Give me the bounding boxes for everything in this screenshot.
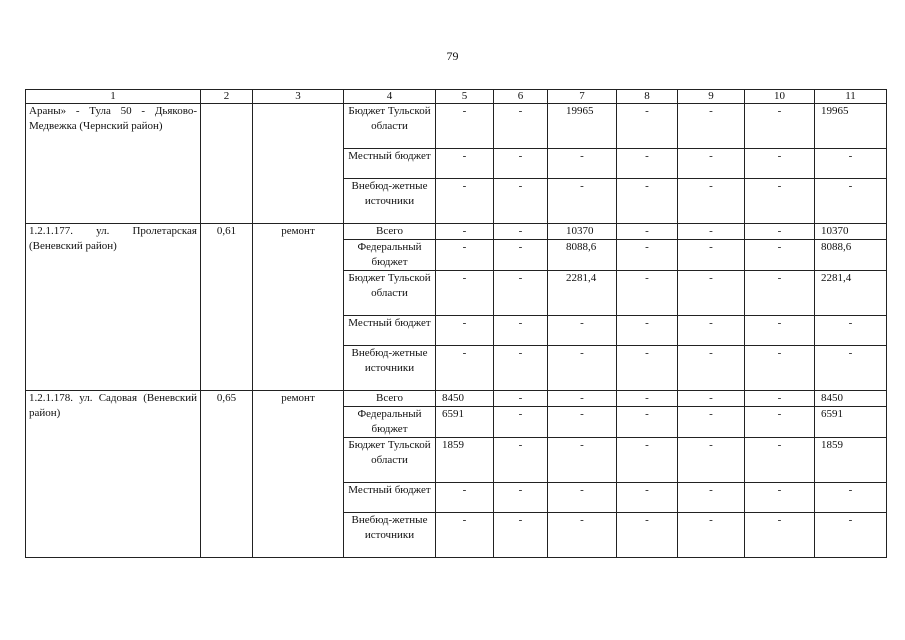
value-cell: 2281,4 xyxy=(548,271,617,316)
value-cell: 8450 xyxy=(436,391,494,407)
funding-source-cell: Внебюд-жетные источники xyxy=(344,513,436,558)
column-number: 10 xyxy=(745,90,815,104)
funding-source-cell: Бюджет Тульской области xyxy=(344,438,436,483)
value-cell: - xyxy=(436,179,494,224)
column-number: 6 xyxy=(494,90,548,104)
value-cell: - xyxy=(617,407,678,438)
value-cell: - xyxy=(494,179,548,224)
value-cell: - xyxy=(494,346,548,391)
value-cell: - xyxy=(436,104,494,149)
value-cell: - xyxy=(745,149,815,179)
value-cell: - xyxy=(436,224,494,240)
value-cell: - xyxy=(494,513,548,558)
object-name-cell: 1.2.1.177. ул. Пролетарская (Веневский район) xyxy=(26,224,201,391)
value-cell: - xyxy=(745,346,815,391)
value-cell: 19965 xyxy=(548,104,617,149)
value-cell: - xyxy=(617,104,678,149)
value-cell: 6591 xyxy=(815,407,887,438)
value-cell: - xyxy=(436,346,494,391)
value-cell: - xyxy=(815,513,887,558)
value-cell: - xyxy=(745,240,815,271)
funding-source-cell: Бюджет Тульской области xyxy=(344,104,436,149)
value-cell: - xyxy=(494,438,548,483)
value-cell: - xyxy=(745,391,815,407)
value-cell: - xyxy=(494,316,548,346)
value-cell: - xyxy=(678,316,745,346)
value-cell: - xyxy=(494,407,548,438)
value-cell: - xyxy=(436,513,494,558)
value-cell: - xyxy=(617,346,678,391)
value-cell: 19965 xyxy=(815,104,887,149)
value-cell: - xyxy=(678,438,745,483)
value-cell: - xyxy=(436,240,494,271)
funding-source-cell: Внебюд-жетные источники xyxy=(344,346,436,391)
value-cell: - xyxy=(745,316,815,346)
column-number: 2 xyxy=(201,90,253,104)
value-cell: - xyxy=(617,179,678,224)
work-type-cell: ремонт xyxy=(253,391,344,558)
value-cell: 8088,6 xyxy=(548,240,617,271)
value-cell: - xyxy=(745,438,815,483)
value-cell: 1859 xyxy=(436,438,494,483)
funding-source-cell: Всего xyxy=(344,391,436,407)
value-cell: - xyxy=(617,316,678,346)
funding-source-cell: Местный бюджет xyxy=(344,316,436,346)
value-cell: - xyxy=(678,346,745,391)
value-cell: - xyxy=(617,224,678,240)
value-cell: - xyxy=(815,179,887,224)
value-cell: - xyxy=(678,407,745,438)
value-cell: - xyxy=(494,391,548,407)
value-cell: - xyxy=(548,407,617,438)
column-number: 7 xyxy=(548,90,617,104)
value-cell: - xyxy=(548,391,617,407)
value-cell: - xyxy=(548,438,617,483)
funding-source-cell: Федеральный бюджет xyxy=(344,407,436,438)
budget-table xyxy=(25,89,887,558)
funding-source-cell: Федеральный бюджет xyxy=(344,240,436,271)
column-number: 3 xyxy=(253,90,344,104)
value-cell: - xyxy=(815,316,887,346)
value-cell: - xyxy=(678,483,745,513)
value-cell: - xyxy=(678,179,745,224)
value-cell: - xyxy=(617,513,678,558)
table-row xyxy=(26,224,887,240)
column-number-row xyxy=(26,90,887,104)
column-number: 4 xyxy=(344,90,436,104)
length-cell: 0,61 xyxy=(201,224,253,391)
value-cell: 2281,4 xyxy=(815,271,887,316)
object-name-cell: 1.2.1.178. ул. Садовая (Веневский район) xyxy=(26,391,201,558)
value-cell: - xyxy=(678,391,745,407)
column-number: 11 xyxy=(815,90,887,104)
value-cell: - xyxy=(494,149,548,179)
value-cell: - xyxy=(678,513,745,558)
column-number: 5 xyxy=(436,90,494,104)
value-cell: - xyxy=(494,240,548,271)
value-cell: 10370 xyxy=(815,224,887,240)
value-cell: - xyxy=(745,483,815,513)
funding-source-cell: Местный бюджет xyxy=(344,483,436,513)
work-type-cell: ремонт xyxy=(253,224,344,391)
object-name-cell: Араны» - Тула 50 - Дьяково-Медвежка (Чернский район) xyxy=(26,104,201,224)
value-cell: - xyxy=(745,104,815,149)
column-number: 9 xyxy=(678,90,745,104)
value-cell: - xyxy=(494,271,548,316)
value-cell: - xyxy=(617,438,678,483)
value-cell: - xyxy=(617,391,678,407)
value-cell: - xyxy=(494,104,548,149)
length-cell: 0,65 xyxy=(201,391,253,558)
value-cell: - xyxy=(548,149,617,179)
value-cell: - xyxy=(548,513,617,558)
value-cell: - xyxy=(617,149,678,179)
table-row xyxy=(26,391,887,407)
length-cell xyxy=(201,104,253,224)
value-cell: - xyxy=(745,407,815,438)
funding-source-cell: Местный бюджет xyxy=(344,149,436,179)
value-cell: - xyxy=(617,271,678,316)
value-cell: - xyxy=(815,483,887,513)
value-cell: - xyxy=(494,224,548,240)
value-cell: - xyxy=(745,224,815,240)
column-number: 8 xyxy=(617,90,678,104)
value-cell: - xyxy=(436,271,494,316)
page-number: 79 xyxy=(446,49,459,63)
value-cell: 8450 xyxy=(815,391,887,407)
value-cell: 6591 xyxy=(436,407,494,438)
table-row xyxy=(26,104,887,149)
value-cell: - xyxy=(678,240,745,271)
value-cell: 1859 xyxy=(815,438,887,483)
value-cell: - xyxy=(745,179,815,224)
value-cell: 8088,6 xyxy=(815,240,887,271)
value-cell: - xyxy=(548,483,617,513)
value-cell: - xyxy=(678,149,745,179)
value-cell: - xyxy=(617,240,678,271)
value-cell: - xyxy=(548,316,617,346)
funding-source-cell: Бюджет Тульской области xyxy=(344,271,436,316)
value-cell: - xyxy=(745,271,815,316)
value-cell: - xyxy=(815,346,887,391)
value-cell: - xyxy=(617,483,678,513)
value-cell: - xyxy=(494,483,548,513)
value-cell: - xyxy=(678,104,745,149)
value-cell: - xyxy=(678,224,745,240)
column-number: 1 xyxy=(26,90,201,104)
work-type-cell xyxy=(253,104,344,224)
value-cell: - xyxy=(436,483,494,513)
value-cell: - xyxy=(745,513,815,558)
value-cell: - xyxy=(548,346,617,391)
table-body xyxy=(26,104,887,558)
value-cell: - xyxy=(436,149,494,179)
value-cell: 10370 xyxy=(548,224,617,240)
value-cell: - xyxy=(678,271,745,316)
funding-source-cell: Внебюд-жетные источники xyxy=(344,179,436,224)
funding-source-cell: Всего xyxy=(344,224,436,240)
value-cell: - xyxy=(436,316,494,346)
value-cell: - xyxy=(815,149,887,179)
value-cell: - xyxy=(548,179,617,224)
